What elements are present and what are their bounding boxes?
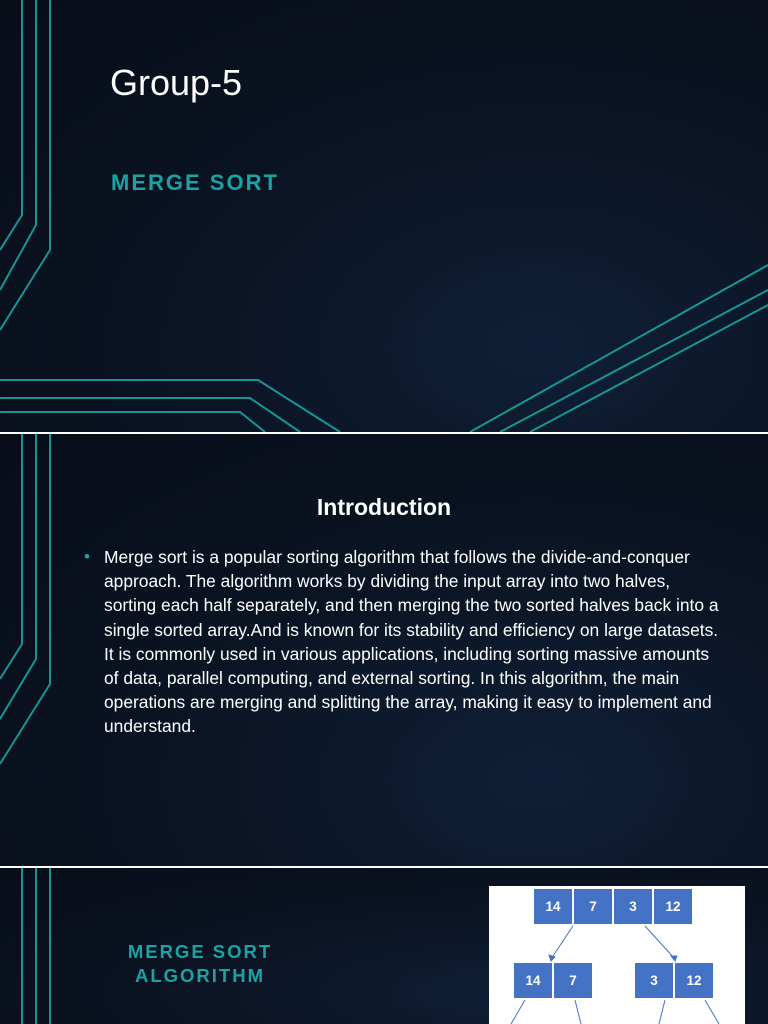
bullet-text: Merge sort is a popular sorting algorithm that follows the divide-and-conquer approach. The algorithm works by dividing the input array into two halves, sorting each half separately, and then merging the two sorted halves back into a single sorted array.And is known for its stability and efficiency on large datasets. It is commonly used in various applications, including sorting massive amounts of data, parallel computing, and external sorting. In this algorithm, the main operations are merging and splitting the array, making it easy to implement and understand. (104, 547, 719, 737)
array-cell: 12 (653, 888, 693, 925)
array-cell: 12 (674, 962, 714, 999)
array-cell: 3 (634, 962, 674, 999)
array-cell: 7 (573, 888, 613, 925)
merge-sort-diagram (489, 886, 745, 1024)
array-cell: 14 (513, 962, 553, 999)
slide-title (0, 0, 768, 432)
bullet-dot-icon: • (84, 547, 90, 566)
introduction-bullet-list (84, 545, 724, 739)
slide-title-heading: Group-5 (110, 62, 243, 103)
algorithm-heading: MERGE SORT ALGORITHM (127, 941, 273, 986)
array-cell: 3 (613, 888, 653, 925)
array-cell: 7 (553, 962, 593, 999)
array-cell: 14 (533, 888, 573, 925)
introduction-heading: Introduction (316, 494, 452, 520)
slide-subtitle: MERGE SORT (111, 170, 279, 195)
bullet-item (84, 545, 724, 739)
